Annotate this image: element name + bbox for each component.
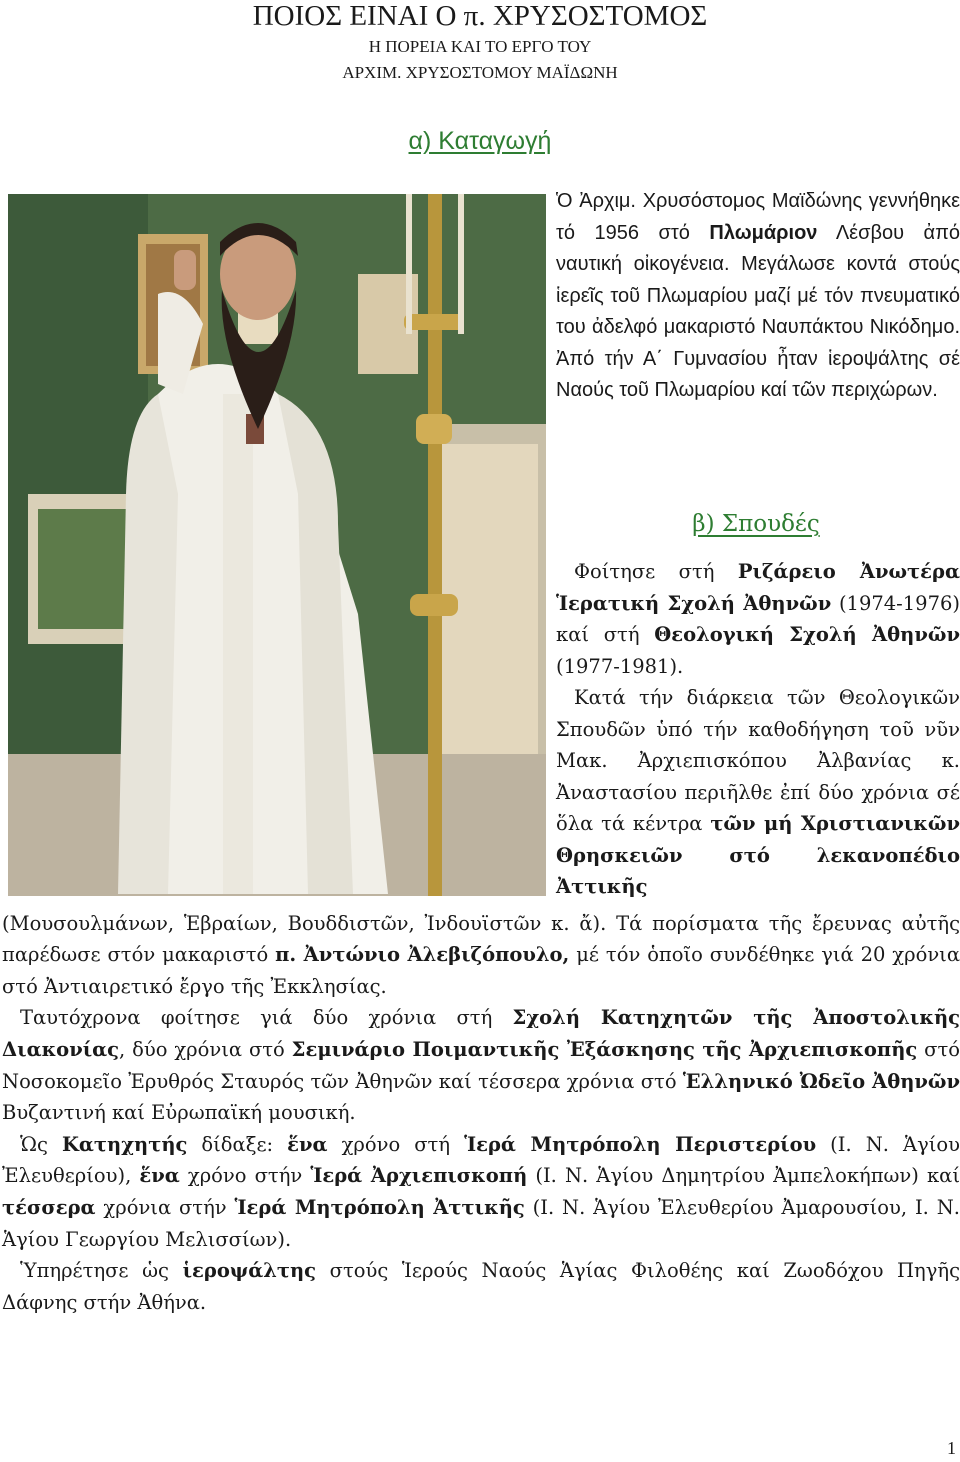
- page-number: 1: [947, 1438, 956, 1458]
- document-title: ΠΟΙΟΣ ΕΙΝΑΙ Ο π. ΧΡΥΣΟΣΤΟΜΟΣ: [252, 0, 708, 32]
- document-subtitle: Η ΠΟΡΕΙΑ ΚΑΙ ΤΟ ΕΡΓΟ ΤΟΥ: [368, 37, 592, 56]
- studies-paragraph-continued: (Μουσουλμάνων, Ἑβραίων, Βουδδιστῶν, Ἰνδουϊστῶν κ. ἄ). Τά πορίσματα τῆς ἔρευνας αὐτῆς παρέδωσε στόν μακαριστό π. Ἀντώνιο Ἀλεβιζόπουλο, μέ τόν ὁποῖο συνδέθηκε γιά 20 χρόνια στό Ἀντιαιρετικό ἔργο τῆς Ἐκκλησίας. Ταυτόχρονα φοίτησε γιά δύο χρόνια στή Σχολή Κατηχητῶν τῆς Ἀποστολικῆς Διακονίας, δύο χρόνια στό Σεμινάριο Ποιμαντικῆς Ἐξάσκησης τῆς Ἀρχιεπισκοπῆς στό Νοσοκομεῖο Ἐρυθρός Σταυρός τῶν Ἀθηνῶν καί τέσσερα χρόνια στό Ἑλληνικό Ὠδεῖο Ἀθηνῶν Βυζαντινή καί Εὐρωπαϊκή μουσική. Ὡς Κατηχητής δίδαξε: ἕνα χρόνο στή Ἱερά Μητρόπολη Περιστερίου (Ι. Ν. Ἁγίου Ἐλευθερίου), ἕνα χρόνο στήν Ἱερά Ἀρχιεπισκοπή (Ι. Ν. Ἁγίου Δημητρίου Ἀμπελοκήπων) καί τέσσερα χρόνια στήν Ἱερά Μητρόπολη Ἀττικῆς (Ι. Ν. Ἁγίου Ἐλευθερίου Ἀμαρουσίου, Ι. Ν. Ἁγίου Γεωργίου Μελισσίων). Ὑπηρέτησε ὡς ἱεροψάλτης στούς Ἱερούς Ναούς Ἁγίας Φιλοθέης καί Ζωοδόχου Πηγῆς Δάφνης στήν Ἀθήνα.: [2, 911, 960, 1314]
- priest-photo-illustration: [8, 194, 546, 896]
- studies-paragraph-1: Φοίτησε στή Ριζάρειο Ἀνωτέρα Ἱερατική Σχολή Ἀθηνῶν (1974-1976) καί στή Θεολογική Σχολή Ἀθηνῶν (1977-1981). Κατά τήν διάρκεια τῶν Θεολογικῶν Σπουδῶν ὑπό τήν καθοδήγηση τοῦ νῦν Μακ. Ἀρχιεπισκόπου Ἀλβανίας κ. Ἀναστασίου περιῆλθε ἐπί δύο χρόνια σέ ὅλα τά κέντρα τῶν μή Χριστιανικῶν Θρησκειῶν στό λεκανοπέδιο Ἀττικῆς: [556, 560, 960, 898]
- origin-paragraph: Ὁ Ἀρχιμ. Χρυσόστομος Μαϊδώνης γεννήθηκε τό 1956 στό Πλωμάριον Λέσβου ἀπό ναυτική οἰκογένεια. Μεγάλωσε κοντά στούς ἱερεῖς τοῦ Πλωμαρίου μαζί μέ τόν πνευματικό του ἀδελφό μακαριστό Ναυπάκτου Νικόδημο. Ἀπό τήν Α΄ Γυμνασίου ἦταν ἱεροψάλτης σέ Ναούς τοῦ Πλωμαρίου καί τῶν περιχώρων.: [556, 190, 960, 401]
- priest-photo: [8, 194, 546, 896]
- section-heading-studies: β) Σπουδές: [692, 511, 820, 537]
- document-subtitle-author: ΑΡΧΙΜ. ΧΡΥΣΟΣΤΟΜΟΥ ΜΑΪΔΩΝΗ: [342, 63, 618, 82]
- section-heading-origin: α) Καταγωγή: [408, 127, 552, 155]
